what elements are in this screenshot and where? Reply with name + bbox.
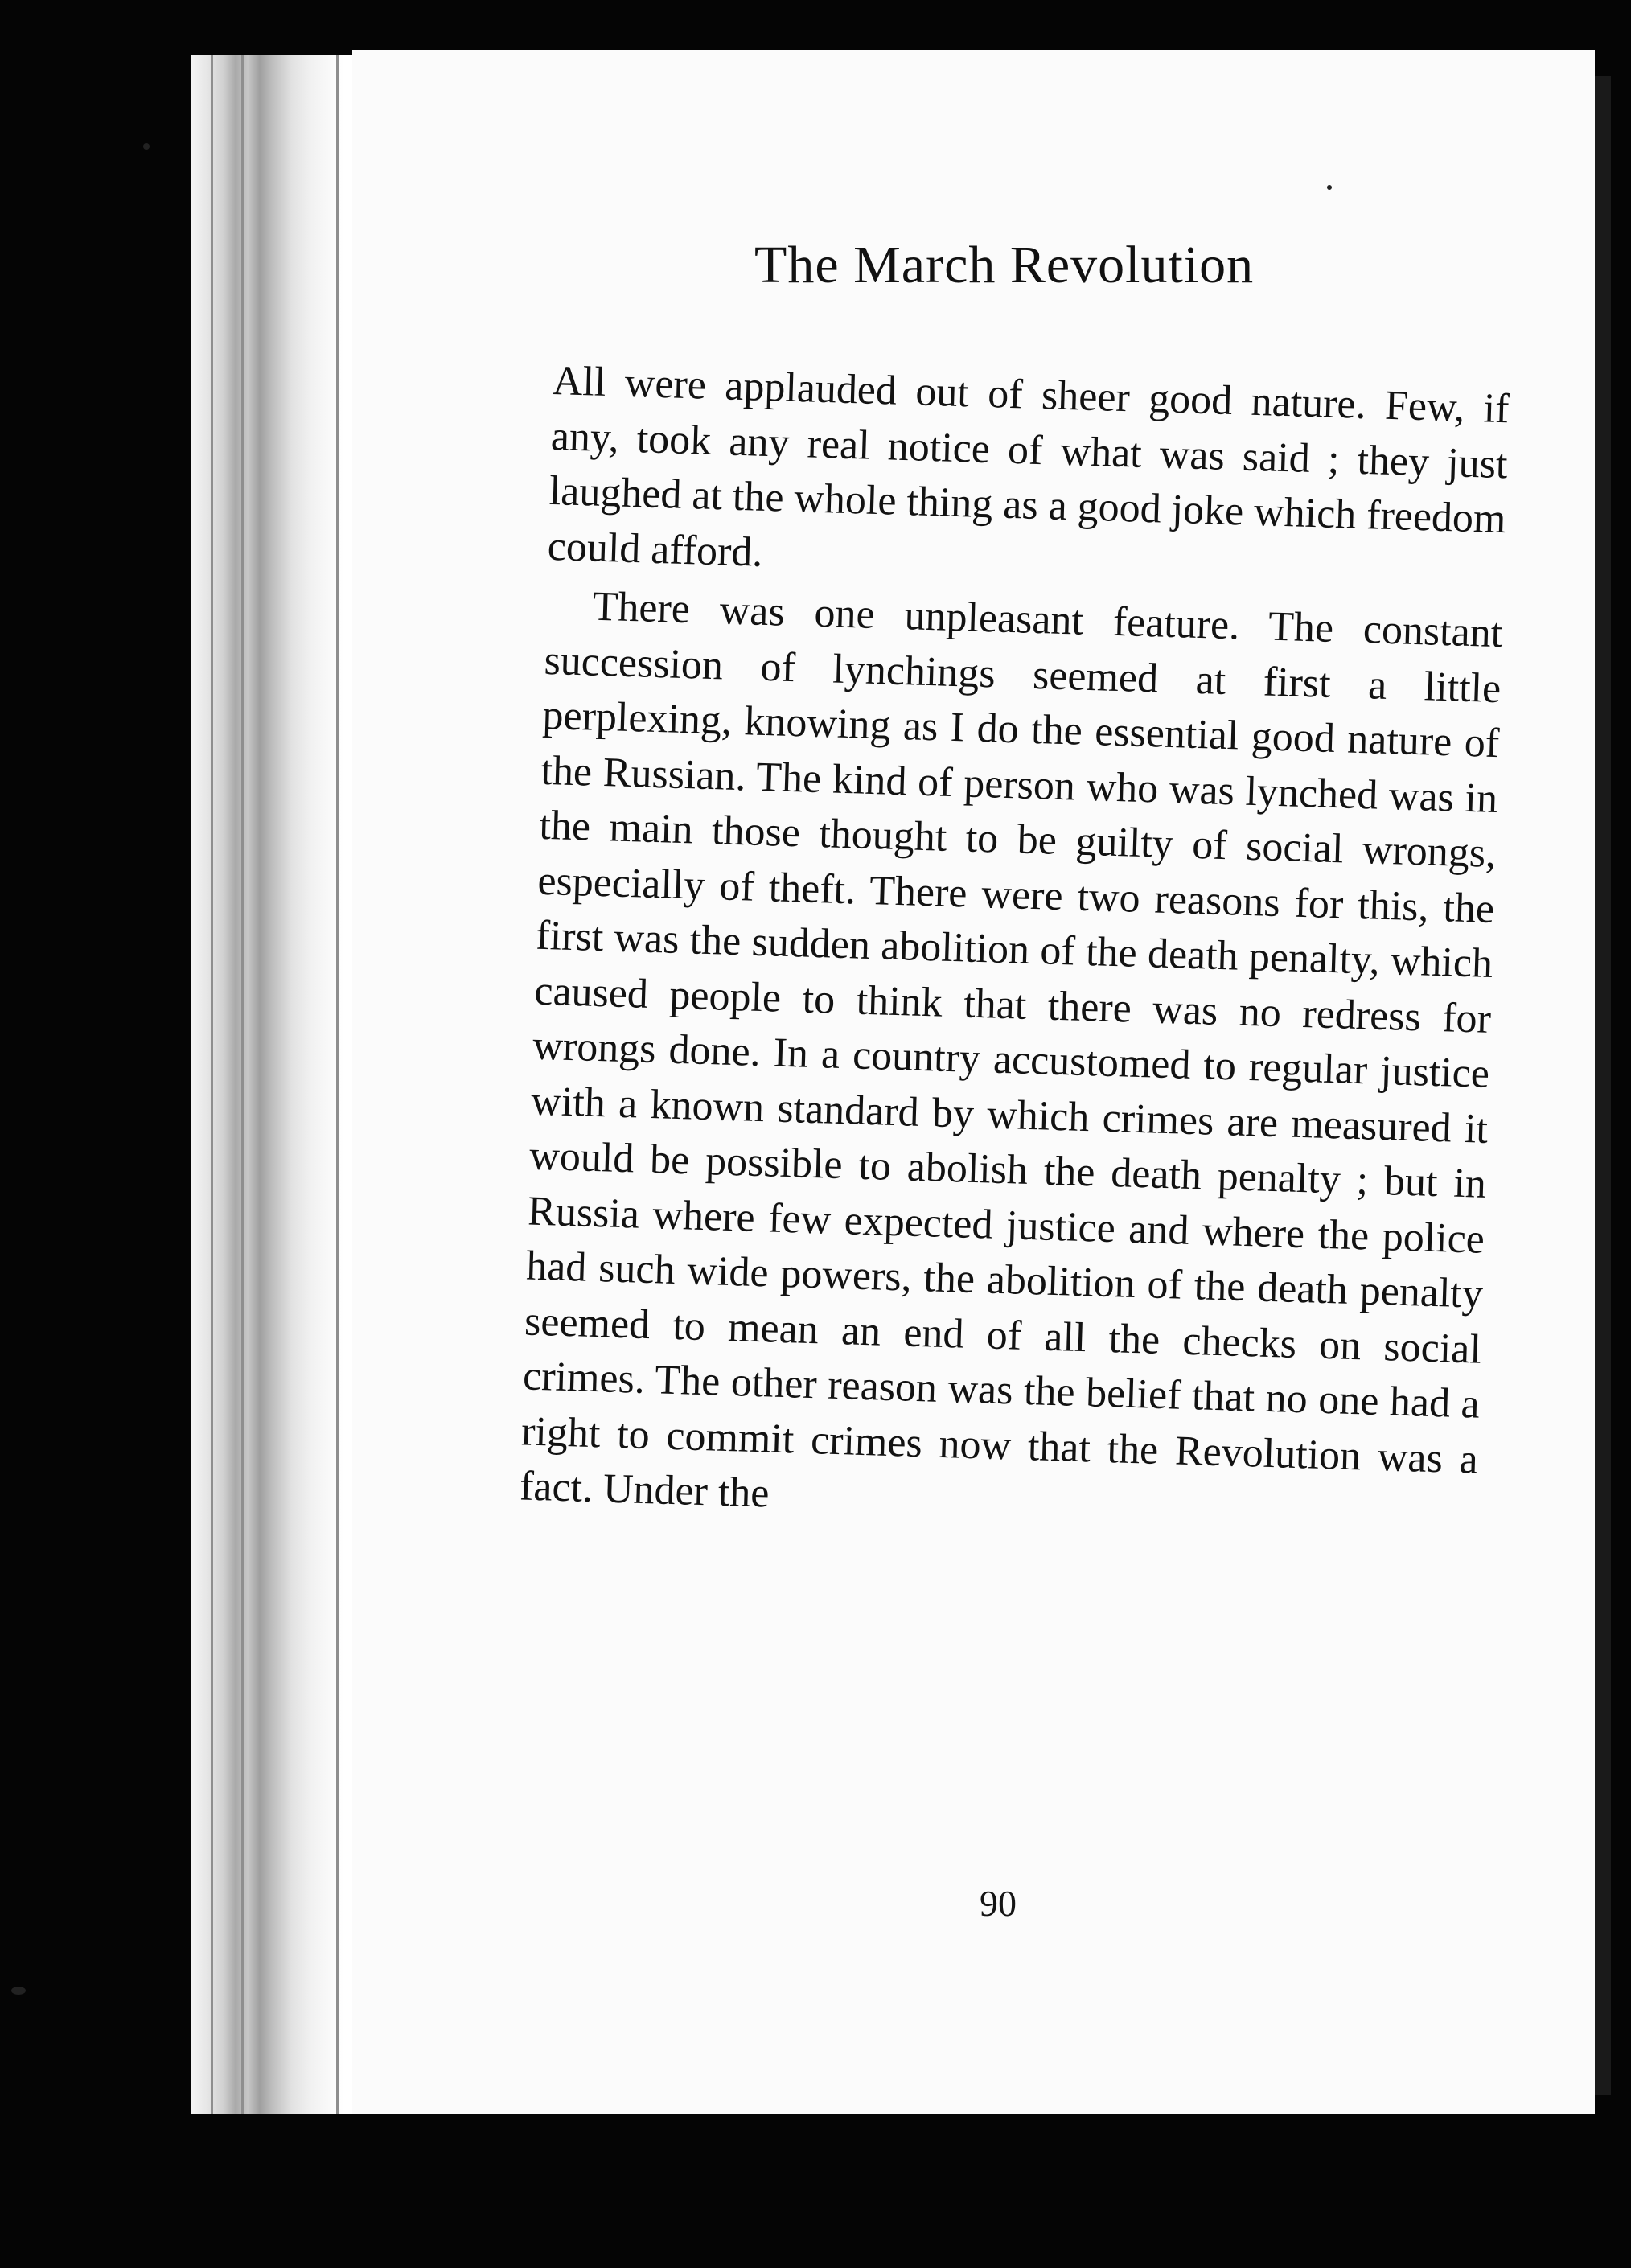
- paragraph: There was one unpleasant feature. The constant succession of lynchings seemed at first a little perplexing, knowing as I do the essential good nature of the Russian. The kind of person who was lynched was in the main those thought to be guilty of social wrongs, especially of theft. There were two reasons for this, the first was the sudden abolition of the death penalty, which caused people to think that there was no redress for wrongs done. In a country accustomed to regular justice with a known standard by which crimes are measured it would be possible to abolish the death penalty ; but in Russia where few expected justice and where the police had such wide powers, the abolition of the death penalty seemed to mean an end of all the checks on social crimes. The other reason was the belief that no one had a right to commit crimes now that the Revolution was a fact. Under the: [519, 583, 1504, 1517]
- scan-speck: [1327, 185, 1332, 190]
- page-edge-stack: [191, 55, 352, 2114]
- paragraph: All were applauded out of sheer good nature. Few, if any, took any real notice of what was said ; they just laughed at the whole thing as a good joke which freedom could afford.: [547, 357, 1510, 576]
- running-head: The March Revolution: [754, 236, 1255, 294]
- scan-speck: [11, 1987, 26, 1995]
- page-number: 90: [980, 1883, 1017, 1924]
- page-edge-line: [211, 55, 213, 2114]
- page-edge-line: [241, 55, 244, 2114]
- body-text: [519, 354, 1510, 1543]
- page-binding-shadow: [1595, 76, 1611, 2095]
- scan-speck: [143, 143, 150, 150]
- page-edge-line: [336, 55, 339, 2114]
